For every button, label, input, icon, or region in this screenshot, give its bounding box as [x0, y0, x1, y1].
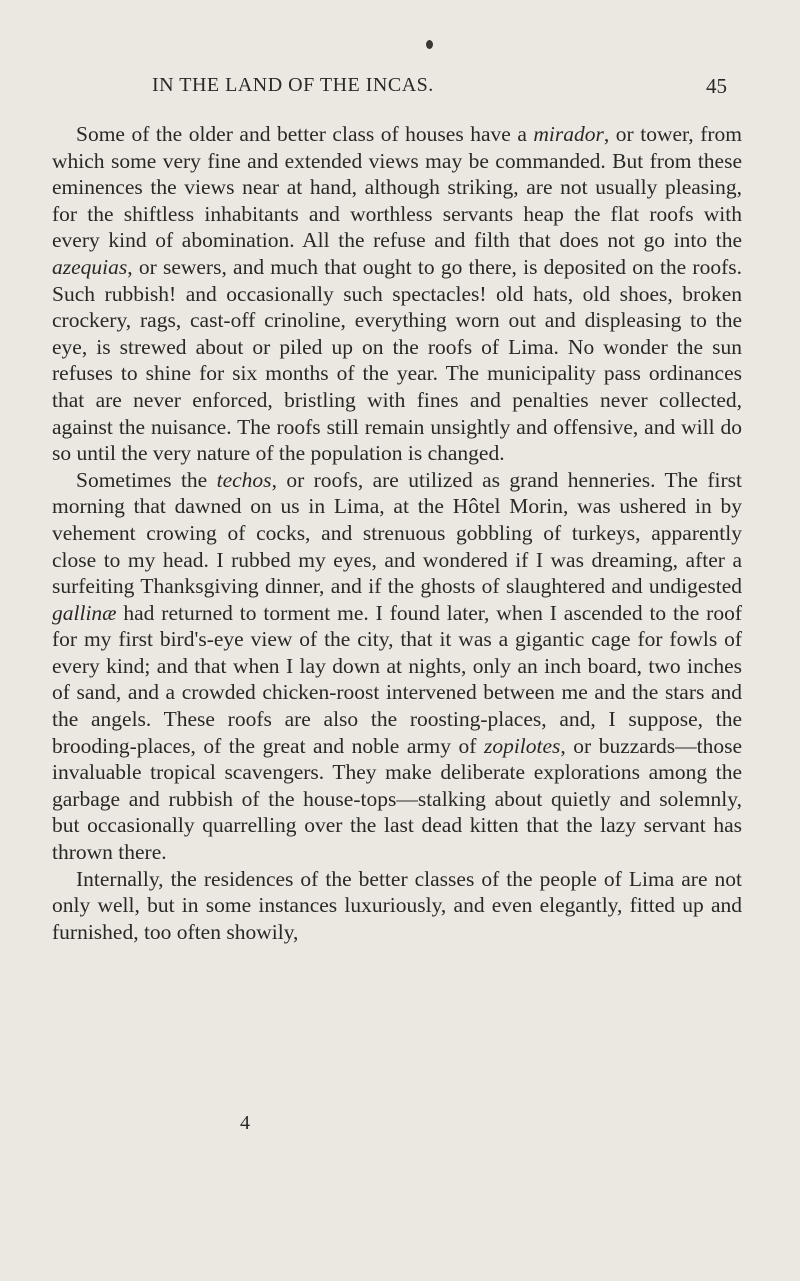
text-run: , or buzzards—those invaluable tropical scavengers. They make deliberate explorations among the garbage and rubbish of the house-tops—stalking about quietly and solemnly, but occasionally quarrelling over the last dead kitten that the lazy servant has thrown there. — [52, 733, 742, 865]
text-run: Some of the older and better class of houses have a — [76, 122, 534, 146]
ink-dot — [426, 40, 433, 49]
text-run: , or roofs, are utilized as grand henneries. The first morning that dawned on us in Lima, at the Hôtel Morin, was ushered in by vehement crowing of cocks, and strenuous gobbling of turkeys, apparently close to my head. I rubbed my eyes, and wondered if I was dreaming, after a surfeiting Thanksgiving dinner, and if the ghosts of slaughtered and undigested — [52, 467, 742, 599]
italic-term: mirador — [533, 122, 604, 146]
paragraph — [52, 866, 742, 946]
signature-mark: 4 — [240, 1112, 250, 1134]
paragraph — [52, 121, 742, 467]
body-text — [52, 121, 742, 945]
text-run: Sometimes the — [76, 467, 217, 492]
italic-term: zopilotes — [483, 733, 561, 758]
running-head — [0, 74, 800, 104]
italic-term: gallinæ — [52, 600, 117, 625]
page-number: 45 — [706, 74, 727, 98]
text-run: , or tower, from which some very fine and extended views may be commanded. But from these eminences the views near at hand, although striking, are not usually pleasing, for the shiftless inhabitants and worthless servants heap the flat roofs with every kind of abomination. All the refuse and filth that does not go into the — [52, 122, 742, 253]
italic-term: azequias — [52, 254, 128, 279]
running-title: IN THE LAND OF THE INCAS. — [152, 74, 434, 96]
paragraph — [52, 467, 742, 866]
italic-term: techos — [216, 467, 272, 492]
text-run: Internally, the residences of the better classes of the people of Lima are not only well, but in some instances luxuriously, and even elegantly, fitted up and furnished, too often showily, — [52, 866, 742, 944]
text-run: , or sewers, and much that ought to go there, is deposited on the roofs. Such rubbish! and occasionally such spectacles! old hats, old shoes, broken crockery, rags, cast-off crinoline, everything worn out and displeasing to the eye, is strewed about or piled up on the roofs of Lima. No wonder the sun refuses to shine for six months of the year. The municipality pass ordinances that are never enforced, bristling with fines and penalties never collected, against the nuisance. The roofs still remain unsightly and offensive, and will do so until the very nature of the population is changed. — [52, 254, 742, 466]
text-run: had returned to torment me. I found later, when I ascended to the roof for my first bird's-eye view of the city, that it was a gigantic cage for fowls of every kind; and that when I lay down at nights, only an inch board, two inches of sand, and a crowded chicken-roost intervened between me and the stars and the angels. These roofs are also the roosting-places, and, I suppose, the brooding-places, of the great and noble army of — [52, 600, 742, 758]
